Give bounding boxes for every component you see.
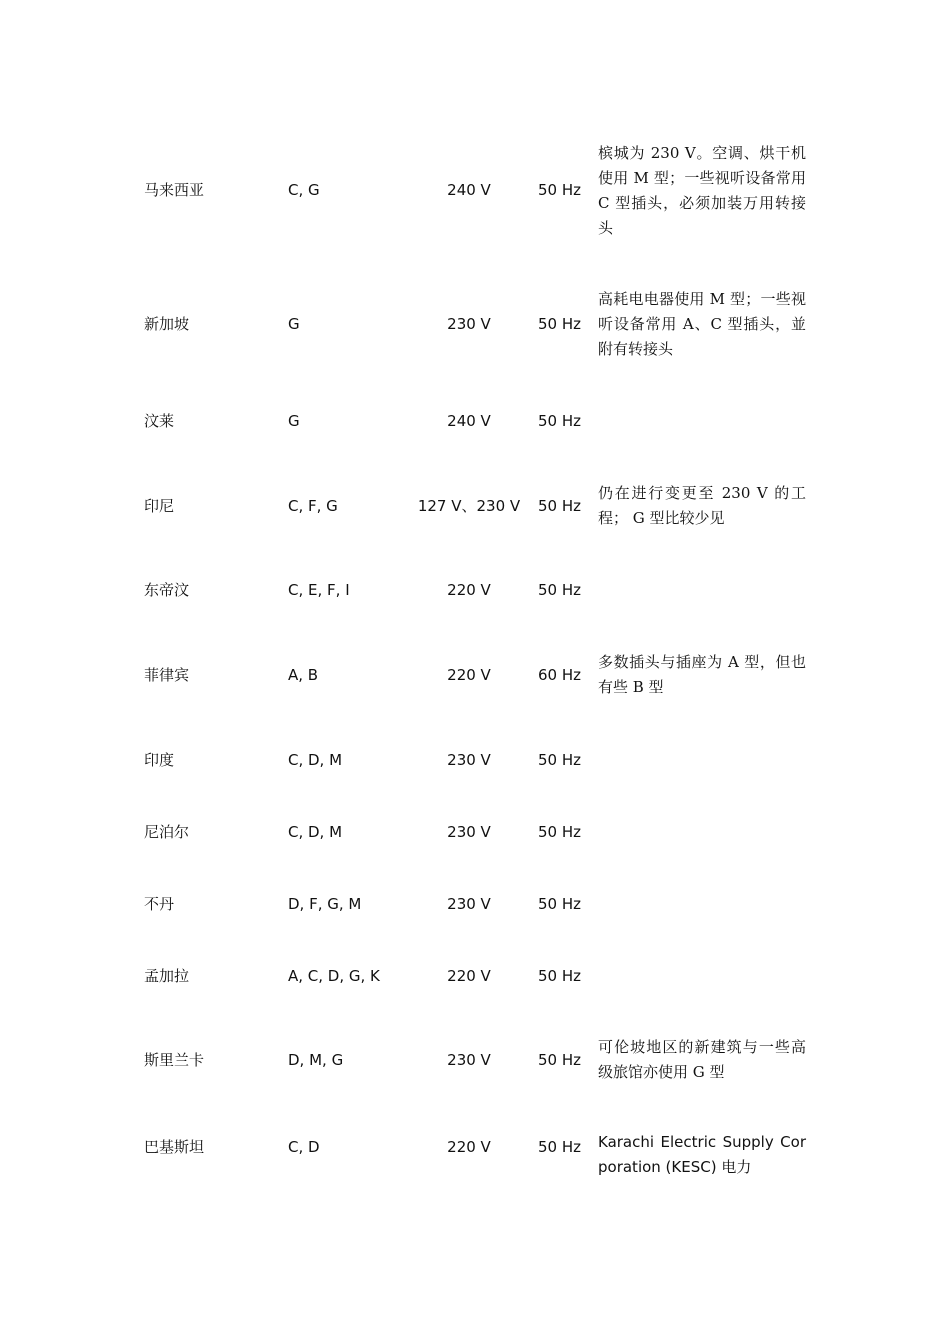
country-cell: 印尼 (144, 497, 175, 515)
voltage-cell: 127 V、230 V (417, 497, 521, 515)
frequency-cell: 50 Hz (538, 1138, 582, 1156)
frequency-cell: 50 Hz (538, 581, 582, 599)
note-cell: 高耗电电器使用 M 型；一些视听设备常用 A、C 型插头，並附有转接头 (598, 290, 806, 358)
plug-types-cell: C, D, M (288, 751, 343, 769)
voltage-cell: 240 V (447, 412, 491, 430)
frequency-cell: 50 Hz (538, 412, 582, 430)
voltage-cell: 230 V (447, 1051, 491, 1069)
frequency-cell: 50 Hz (538, 823, 582, 841)
plug-types-cell: A, C, D, G, K (288, 967, 380, 985)
frequency-cell: 50 Hz (538, 497, 582, 515)
country-cell: 新加坡 (144, 315, 190, 333)
plug-types-cell: D, F, G, M (288, 895, 362, 913)
voltage-cell: 220 V (447, 1138, 491, 1156)
voltage-cell: 230 V (447, 315, 491, 333)
country-cell: 马来西亚 (144, 181, 205, 199)
country-cell: 孟加拉 (144, 967, 190, 985)
voltage-cell: 230 V (447, 823, 491, 841)
frequency-cell: 60 Hz (538, 666, 582, 684)
frequency-cell: 50 Hz (538, 751, 582, 769)
country-cell: 东帝汶 (144, 581, 190, 599)
voltage-cell: 230 V (447, 751, 491, 769)
frequency-cell: 50 Hz (538, 1051, 582, 1069)
plug-types-cell: D, M, G (288, 1051, 344, 1069)
voltage-cell: 220 V (447, 581, 491, 599)
note-cell: Karachi Electric Supply Corporation (KESC) 电力 (598, 1133, 806, 1176)
plug-types-cell: C, F, G (288, 497, 338, 515)
plug-types-cell: G (288, 315, 300, 333)
voltage-cell: 220 V (447, 967, 491, 985)
voltage-cell: 220 V (447, 666, 491, 684)
note-cell: 可伦坡地区的新建筑与一些高级旅馆亦使用 G 型 (598, 1038, 806, 1081)
note-cell: 仍在进行变更至 230 V 的工程； G 型比较少见 (598, 484, 806, 527)
frequency-cell: 50 Hz (538, 315, 582, 333)
plug-types-cell: C, G (288, 181, 320, 199)
frequency-cell: 50 Hz (538, 967, 582, 985)
plug-types-cell: C, D (288, 1138, 320, 1156)
country-cell: 汶莱 (144, 412, 175, 430)
voltage-cell: 230 V (447, 895, 491, 913)
country-cell: 菲律宾 (144, 666, 190, 684)
plug-types-cell: A, B (288, 666, 319, 684)
note-cell: 槟城为 230 V。空调、烘干机使用 M 型；一些视听设备常用 C 型插头，必须加装万用转接头 (598, 144, 806, 237)
plug-types-cell: C, E, F, I (288, 581, 350, 599)
country-cell: 不丹 (144, 895, 175, 913)
plug-types-cell: G (288, 412, 300, 430)
frequency-cell: 50 Hz (538, 895, 582, 913)
country-cell: 巴基斯坦 (144, 1138, 205, 1156)
frequency-cell: 50 Hz (538, 181, 582, 199)
country-cell: 斯里兰卡 (144, 1051, 205, 1069)
voltage-cell: 240 V (447, 181, 491, 199)
note-cell: 多数插头与插座为 A 型，但也有些 B 型 (598, 653, 806, 696)
country-cell: 印度 (144, 751, 175, 769)
country-cell: 尼泊尔 (144, 823, 190, 841)
plug-types-cell: C, D, M (288, 823, 343, 841)
